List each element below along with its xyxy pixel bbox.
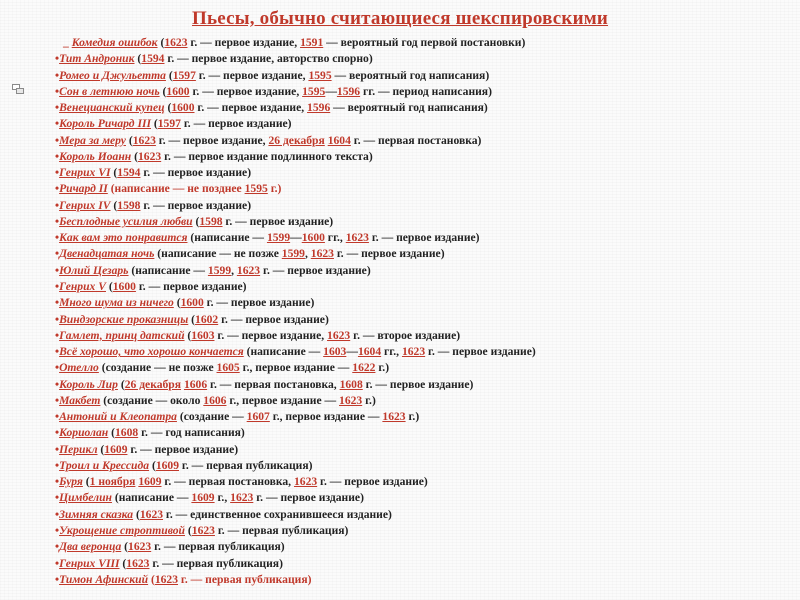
bullet-marker: • — [55, 523, 60, 537]
list-item — [55, 68, 790, 84]
item-text: (создание — около — [100, 393, 204, 407]
list-item — [55, 100, 790, 116]
date-link[interactable]: 1600 — [171, 101, 195, 115]
item-text: (написание — не позже — [154, 247, 282, 261]
play-title-link[interactable]: Как вам это понравится — [59, 231, 188, 245]
item-text: — — [290, 231, 302, 245]
bullet-marker: • — [55, 328, 60, 342]
item-text: (создание — — [176, 410, 247, 424]
date-link[interactable]: 1623 — [230, 491, 254, 505]
item-text: гг., — [381, 345, 402, 359]
list-item — [55, 507, 790, 523]
item-text: г., первое издание — — [226, 393, 340, 407]
play-title-link[interactable]: Генрих VI — [59, 166, 111, 180]
list-item — [55, 198, 790, 214]
list-item — [55, 409, 790, 425]
item-text: г. — первое издание) — [260, 263, 371, 277]
item-text: гг. — период написания) — [360, 84, 492, 98]
bullet-marker: • — [55, 410, 60, 424]
play-title-link[interactable]: Генрих V — [59, 279, 106, 293]
play-title-link[interactable]: Зимняя сказка — [59, 507, 134, 521]
item-text: ( — [164, 101, 172, 115]
item-text: (написание — — [128, 263, 208, 277]
play-title-link[interactable]: Виндзорские проказницы — [59, 312, 189, 326]
item-text: г., первое издание — — [269, 410, 383, 424]
date-link[interactable]: 1598 — [199, 214, 223, 228]
date-link[interactable]: 1605 — [216, 361, 240, 375]
bullet-marker: • — [55, 279, 60, 293]
bullet-marker: • — [55, 377, 60, 391]
bullet-marker: • — [55, 458, 60, 472]
item-text: (написание — — [111, 491, 192, 505]
item-text: г. — первая постановка, — [161, 475, 294, 489]
date-link[interactable]: 1608 — [114, 426, 139, 440]
date-link[interactable]: 1600 — [112, 279, 136, 293]
list-item — [55, 490, 790, 506]
item-text: г. — первое издание) — [140, 198, 252, 212]
date-link[interactable]: 1623 — [236, 263, 261, 277]
bullet-marker: _ — [63, 36, 72, 49]
list-item — [55, 35, 790, 51]
date-link[interactable]: 1623 — [339, 393, 363, 407]
bullet-marker: • — [55, 133, 60, 147]
item-text: г. — первое издание) — [180, 117, 292, 131]
item-text: ( — [110, 198, 118, 212]
date-link[interactable]: 1606 — [183, 377, 208, 391]
date-link[interactable]: 1623 — [154, 572, 179, 586]
list-item — [55, 279, 790, 295]
item-text: г. — первая постановка) — [350, 133, 482, 147]
item-text: г. — первое издание подлинного текста) — [161, 149, 373, 163]
list-item — [55, 181, 790, 197]
play-title-link[interactable]: Генрих VIII — [59, 556, 120, 570]
bullet-marker: • — [55, 247, 60, 261]
bullet-marker: • — [55, 214, 60, 228]
play-title-link[interactable]: Ромео и Джульетта — [59, 68, 166, 82]
item-text: ( — [131, 149, 138, 163]
bullet-marker: • — [55, 101, 60, 115]
item-text: ( — [97, 442, 105, 456]
bullet-marker: • — [55, 393, 60, 407]
bullet-marker: • — [55, 117, 60, 131]
play-title-link[interactable]: Мера за меру — [59, 133, 126, 147]
date-link[interactable]: 1604 — [327, 133, 351, 147]
list-item — [55, 133, 790, 149]
item-text: ( — [121, 540, 129, 554]
list-item — [55, 295, 790, 311]
item-text: — вероятный год первой постановки) — [323, 36, 526, 49]
date-link[interactable]: 1598 — [117, 198, 141, 212]
bullet-marker: • — [55, 198, 60, 212]
list-item — [55, 312, 790, 328]
list-item — [55, 230, 790, 246]
date-link[interactable]: 1609 — [155, 458, 179, 472]
play-title-link[interactable]: Кориолан — [59, 426, 109, 440]
list-item — [55, 442, 790, 458]
date-link[interactable]: 1599 — [281, 247, 305, 261]
list-item — [55, 214, 790, 230]
date-link[interactable]: 1623 — [310, 247, 334, 261]
bullet-marker: • — [55, 426, 60, 440]
bullet-marker: • — [55, 475, 60, 489]
date-link[interactable]: 1623 — [191, 523, 215, 537]
item-text: г. — первое издание) — [425, 345, 536, 359]
item-text: г.) — [375, 361, 390, 375]
item-text: ( — [105, 279, 113, 293]
item-text: ( — [149, 458, 156, 472]
bullet-marker: • — [55, 149, 60, 163]
play-title-link[interactable]: Отелло — [59, 361, 99, 375]
item-text: г. — первая публикация) — [179, 458, 313, 472]
date-link[interactable]: 1591 — [300, 36, 324, 49]
item-text: г. — первое издание) — [135, 279, 247, 293]
list-item — [55, 51, 790, 67]
play-title-link[interactable]: Комедия ошибок — [71, 36, 158, 49]
item-text: ( — [125, 133, 133, 147]
play-title-link[interactable]: Тимон Афинский — [59, 572, 149, 586]
item-text: ( — [134, 52, 142, 66]
item-text: (написание — не позднее — [107, 182, 245, 196]
item-text: г.) — [362, 393, 376, 407]
play-title-link[interactable]: Всё хорошо, что хорошо кончается — [59, 345, 244, 359]
play-title-link[interactable]: Сон в летнюю ночь — [59, 84, 160, 98]
bullet-marker: • — [55, 52, 60, 66]
play-title-link[interactable]: Двенадцатая ночь — [59, 247, 155, 261]
bullet-marker: • — [55, 182, 60, 196]
date-link[interactable]: 1604 — [357, 345, 382, 359]
play-title-link[interactable]: Два веронца — [59, 540, 122, 554]
date-link[interactable]: 1609 — [138, 475, 162, 489]
item-text: г. — первая публикация) — [151, 540, 285, 554]
date-link[interactable]: 1597 — [172, 68, 196, 82]
item-text: г. — первое издание) — [253, 491, 364, 505]
list-item — [55, 246, 790, 262]
item-text: г. — первое издание) — [203, 296, 315, 310]
play-title-link[interactable]: Бесплодные усилия любви — [59, 214, 193, 228]
bullet-marker: • — [55, 540, 60, 554]
item-text: (создание — не позже — [98, 361, 217, 375]
play-title-link[interactable]: Много шума из ничего — [59, 296, 174, 310]
date-link[interactable]: 26 декабря — [268, 133, 325, 147]
date-link[interactable]: 1606 — [203, 393, 227, 407]
date-link[interactable]: 1623 — [128, 540, 152, 554]
date-link[interactable]: 1623 — [382, 410, 406, 424]
date-link[interactable]: 1622 — [352, 361, 376, 375]
play-title-link[interactable]: Перикл — [59, 442, 98, 456]
item-text: г. — первое издание, — [194, 101, 308, 115]
item-text: г. — единственное сохранившееся издание) — [163, 507, 392, 521]
item-text: г. — первое издание, — [187, 36, 301, 49]
list-item — [55, 425, 790, 441]
date-link[interactable]: 1595 — [244, 182, 268, 196]
item-text: г. — первое издание, — [189, 84, 303, 98]
bullet-marker: • — [55, 442, 60, 456]
item-text: ( — [108, 426, 115, 440]
date-link[interactable]: 1608 — [339, 377, 363, 391]
list-item — [55, 149, 790, 165]
item-text: ( — [184, 328, 192, 342]
item-text: г. — первое издание) — [127, 442, 239, 456]
item-text: г. — первое издание, — [155, 133, 269, 147]
bullet-marker: • — [55, 68, 60, 82]
item-text: г. — первое издание, авторство спорно) — [164, 52, 373, 66]
item-text: г. — первое издание, — [195, 68, 309, 82]
item-text: г., — [214, 491, 231, 505]
date-link[interactable]: 1623 — [293, 475, 318, 489]
item-text: — вероятный год написания) — [331, 68, 490, 82]
item-text: гг., — [324, 231, 346, 245]
bullet-marker: • — [55, 361, 60, 375]
play-title-link[interactable]: Юлий Цезарь — [59, 263, 129, 277]
date-link[interactable]: 1599 — [207, 263, 232, 277]
item-text: — вероятный год написания) — [330, 101, 488, 115]
play-title-link[interactable]: Король Иоанн — [59, 149, 132, 163]
play-title-link[interactable]: Тит Андроник — [59, 52, 135, 66]
date-link[interactable]: 1603 — [191, 328, 215, 342]
date-link[interactable]: 1596 — [307, 101, 331, 115]
item-text: ( — [110, 166, 118, 180]
item-text: ( — [173, 296, 181, 310]
list-item — [55, 572, 790, 588]
date-link[interactable]: 1623 — [401, 345, 426, 359]
date-link[interactable]: 1600 — [166, 84, 190, 98]
item-text: г. — первая постановка, — [207, 377, 340, 391]
date-link[interactable]: 1623 — [327, 328, 351, 342]
date-link[interactable]: 1603 — [323, 345, 347, 359]
date-link[interactable]: 1595 — [308, 68, 332, 82]
page-title: Пьесы, обычно считающиеся шекспировскими — [192, 8, 608, 29]
date-link[interactable]: 1 ноября — [89, 475, 136, 489]
item-text: г. — первая публикация) — [149, 556, 283, 570]
date-link[interactable]: 1623 — [139, 507, 164, 521]
play-title-link[interactable]: Генрих IV — [59, 198, 111, 212]
date-link[interactable]: 1623 — [164, 36, 188, 49]
date-link[interactable]: 1602 — [195, 312, 219, 326]
play-title-link[interactable]: Ричард II — [59, 182, 108, 196]
item-text: ( — [133, 507, 140, 521]
item-text: , — [304, 247, 311, 261]
bullet-marker: • — [55, 231, 60, 245]
bullet-marker: • — [55, 312, 60, 326]
play-title-link[interactable]: Гамлет, принц датский — [59, 328, 185, 342]
play-title-link[interactable]: Венецианский купец — [59, 101, 165, 115]
item-text: г. — первая публикация) — [178, 572, 312, 586]
play-title-link[interactable]: Король Ричард III — [59, 117, 151, 131]
list-item — [55, 328, 790, 344]
item-text: ( — [157, 36, 165, 49]
item-text: г. — год написания) — [138, 426, 245, 440]
list-item — [55, 458, 790, 474]
bullet-marker: • — [55, 507, 60, 521]
play-title-link[interactable]: Макбет — [59, 393, 101, 407]
bullet-marker: • — [55, 345, 60, 359]
item-text: ( — [148, 572, 155, 586]
bullet-marker: • — [55, 572, 60, 586]
date-link[interactable]: 1600 — [180, 296, 204, 310]
play-title-link[interactable]: Буря — [59, 475, 83, 489]
item-text: ( — [188, 312, 196, 326]
date-link[interactable]: 1623 — [126, 556, 150, 570]
play-title-link[interactable]: Цимбелин — [59, 491, 112, 505]
date-link[interactable]: 1607 — [246, 410, 270, 424]
item-text: г. — первое издание) — [218, 312, 329, 326]
list-item — [55, 116, 790, 132]
bullet-marker: • — [55, 556, 60, 570]
list-item — [55, 360, 790, 376]
date-link[interactable]: 1599 — [266, 231, 291, 245]
list-item — [55, 344, 790, 360]
date-link[interactable]: 1623 — [345, 231, 369, 245]
date-link[interactable]: 1623 — [137, 149, 162, 163]
date-link[interactable]: 1597 — [157, 117, 181, 131]
play-title-link[interactable]: Король Лир — [59, 377, 118, 391]
bullet-marker: • — [55, 491, 60, 505]
date-link[interactable]: 1594 — [141, 52, 165, 66]
item-text: ( — [159, 84, 167, 98]
item-text: ( — [165, 68, 173, 82]
item-text: г. — первое издание) — [333, 247, 445, 261]
item-text: ( — [82, 475, 90, 489]
list-item — [55, 377, 790, 393]
play-title-link[interactable]: Троил и Крессида — [59, 458, 150, 472]
item-text: — — [325, 84, 337, 98]
item-text: ( — [192, 214, 200, 228]
item-text: г. — первое издание, — [214, 328, 328, 342]
date-link[interactable]: 1600 — [301, 231, 325, 245]
item-text: г. — второе издание) — [350, 328, 461, 342]
date-link[interactable]: 1596 — [336, 84, 361, 98]
item-text: ( — [117, 377, 125, 391]
list-item — [55, 474, 790, 490]
list-item — [55, 393, 790, 409]
date-link[interactable]: 1623 — [132, 133, 156, 147]
item-text: , — [231, 263, 237, 277]
date-link[interactable]: 1595 — [302, 84, 326, 98]
item-text: — — [346, 345, 358, 359]
item-text: г. — первое издание) — [317, 475, 428, 489]
play-title-link[interactable]: Укрощение строптивой — [59, 523, 185, 537]
bullet-marker: • — [55, 166, 60, 180]
item-text: г. — первое издание) — [362, 377, 474, 391]
play-title-link[interactable]: Антоний и Клеопатра — [59, 410, 177, 424]
item-text: ( — [150, 117, 158, 131]
item-text: ( — [119, 556, 127, 570]
item-text: г.) — [267, 182, 282, 196]
item-text: г.) — [405, 410, 420, 424]
item-text: (написание — — [243, 345, 324, 359]
date-link[interactable]: 1609 — [104, 442, 128, 456]
item-text: г. — первая публикация) — [214, 523, 349, 537]
list-item — [55, 556, 790, 572]
bullet-marker: • — [55, 296, 60, 310]
list-item — [55, 263, 790, 279]
bullet-marker: • — [55, 84, 60, 98]
item-text: (написание — — [187, 231, 267, 245]
item-text: г. — первое издание) — [140, 166, 252, 180]
list-item — [55, 539, 790, 555]
date-link[interactable]: 1594 — [117, 166, 141, 180]
item-text: г., первое издание — — [239, 361, 353, 375]
plays-list — [55, 35, 790, 588]
list-item — [55, 523, 790, 539]
item-text: г. — первое издание) — [368, 231, 480, 245]
slide-nav-icon[interactable] — [12, 84, 24, 94]
date-link[interactable]: 1609 — [191, 491, 215, 505]
list-item — [55, 84, 790, 100]
bullet-marker: • — [55, 263, 60, 277]
date-link[interactable]: 26 декабря — [124, 377, 182, 391]
item-text: г. — первое издание) — [222, 214, 334, 228]
list-item — [55, 165, 790, 181]
item-text: ( — [185, 523, 192, 537]
